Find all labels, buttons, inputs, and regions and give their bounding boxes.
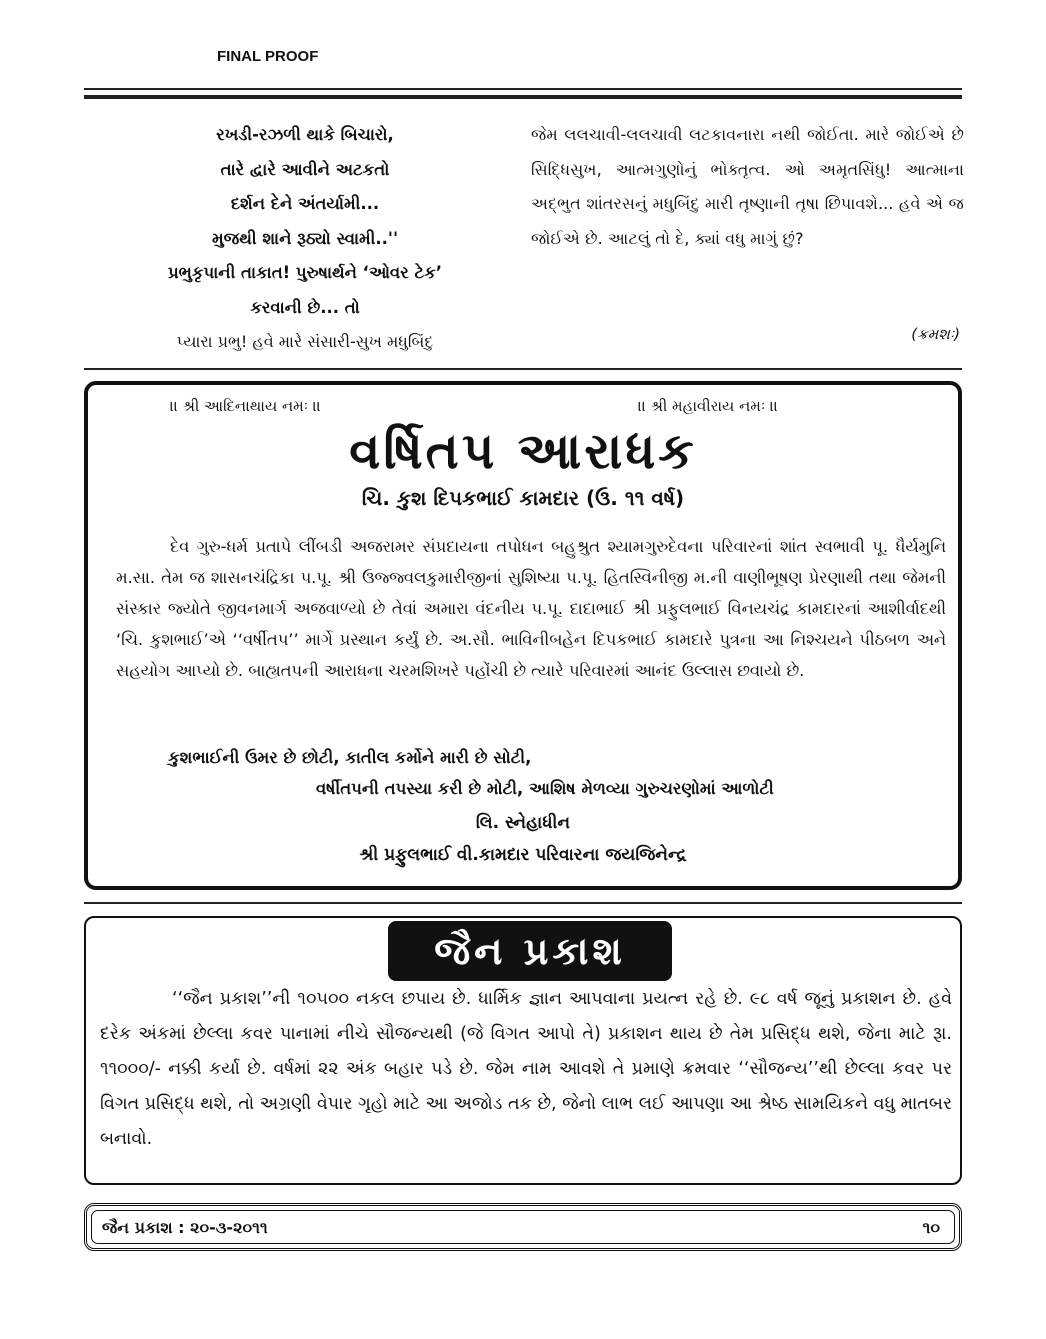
varshitap-notice-box [84, 381, 962, 890]
poem-prose-line: પ્યારા પ્રભુ! હવે મારે સંસારી-સુખ મધુબિંદુ [176, 332, 434, 351]
varshitap-body-text: દેવ ગુરુ-ધર્મ પ્રતાપે લીંબડી અજરામર સંપ્રદાયના તપોધન બહુશ્રુત શ્યામગુરુદેવના પરિવારનાં શાંત સ્વભાવી પૂ. ધૈર્યમુનિ મ.સા. તેમ જ શાસનચંદ્રિકા પ.પૂ. શ્રી ઉજ્જ્વલકુમારીજીનાં સુશિષ્યા પ.પૂ. હિતસ્વિનીજી મ.ની વાણીભૂષણ પ્રેરણાથી તથા જેમની સંસ્કાર જ્યોતે જીવનમાર્ગ અજવાળ્યો છે તેવાં અમારા વંદનીય પ.પૂ. દાદાભાઈ શ્રી પ્રફુલભાઈ વિનયચંદ્ર કામદારનાં આશીર્વાદથી ‘ચિ. કુશભાઈ’એ ‘‘વર્ષીતપ’’ માર્ગે પ્રસ્થાન કર્યું છે. અ.સૌ. ભાવિનીબહેન દિપકભાઈ કામદારે પુત્રના આ નિશ્ચયને પીઠબળ અને સહયોગ આપ્યો છે. બાહ્યતપની આરાધના ચરમશિખરે પહોંચી છે ત્યારે પરિવારમાં આનંદ ઉલ્લાસ છવાયો છે. [116, 537, 946, 680]
page-footer [84, 1203, 962, 1251]
invocation-mahavir: ।। શ્રી મહાવીરાય નમઃ ।। [638, 397, 778, 415]
footer-inner-frame [91, 1210, 955, 1244]
header-double-rule [84, 88, 962, 99]
poem-line: પ્રભુકૃપાની તાકાત! પુરુષાર્થને ‘ઓવર ટેક’ [167, 263, 443, 282]
verse-line: કુશભાઈની ઉમર છે છોટી, કાતીલ કર્મોને મારી છે સોટી, [168, 748, 532, 767]
jain-prakash-logo: જૈન પ્રકાશ [388, 921, 672, 981]
jain-prakash-body [100, 982, 952, 1157]
final-proof-label: FINAL PROOF [217, 48, 319, 65]
page-number: ૧૦ [922, 1218, 940, 1237]
poem-line: તારે દ્વારે આવીને અટકતો [220, 159, 390, 179]
verse-line: વર્ષીતપની તપસ્યા કરી છે મોટી, આશિષ મેળવ્યા ગુરુચરણોમાં આળોટી [316, 779, 774, 798]
poem-line: મુજથી શાને રૂઠ્યો સ્વામી..'' [211, 228, 399, 248]
poem-line: રખડી-રઝળી થાકે બિચારો, [216, 125, 394, 144]
top-section [84, 118, 962, 363]
prose-column: જેમ લલચાવી-લલચાવી લટકાવનારા નથી જોઈતા. મારે જોઈએ છે સિદ્ધિસુખ, આત્મગુણોનું ભોક્તૃત્વ. ઓ અમૃતસિંધુ! આત્માના અદ્ભુત શાંતરસનું મધુબિંદુ મારી તૃષ્ણાની તૃષા છિપાવશે... હવે એ જ જોઈએ છે. આટલું તો દે, ક્યાં વધુ માગું છું? [531, 125, 964, 248]
varshitap-title: વર્ષિતપ આરાધક [349, 422, 697, 480]
footer-issue: જૈન પ્રકાશ : ૨૦-૩-૨૦૧૧ [102, 1218, 268, 1237]
section-divider [84, 368, 962, 370]
signoff-line: લિ. સ્નેહાધીન [475, 813, 571, 833]
section-divider [84, 902, 962, 904]
poem-line: દર્શન દેને અંતર્યામી... [230, 194, 380, 213]
invocation-adinath: ।। શ્રી આદિનાથાય નમઃ ।। [170, 397, 321, 415]
continued-marker: (ક્રમશઃ) [911, 325, 960, 343]
jain-prakash-box [84, 916, 962, 1185]
signoff-family: શ્રી પ્રફુલભાઈ વી.કામદાર પરિવારના જયજિનેન્દ્ર [359, 845, 687, 865]
poem-line: કરવાની છે... તો [250, 297, 360, 317]
varshitap-subtitle: ચિ. કુશ દિપકભાઈ કામદાર (ઉ. ૧૧ વર્ષ) [361, 486, 685, 510]
poem-column [100, 118, 510, 359]
varshitap-body [116, 531, 946, 686]
jain-prakash-body-text: ‘‘જૈન પ્રકાશ’’ની ૧૦૫૦૦ નકલ છપાય છે. ધાર્મિક જ્ઞાન આપવાના પ્રયત્ન રહે છે. ૯૮ વર્ષ જૂનું પ્રકાશન છે. હવે દરેક અંકમાં છેલ્લા કવર પાનામાં નીચે સૌજન્યથી (જે વિગત આપો તે) પ્રકાશન થાય છે તેમ પ્રસિદ્ધ થશે, જેના માટે રૂા. ૧૧૦૦૦/- નક્કી કર્યા છે. વર્ષમાં ૨૨ અંક બહાર પડે છે. જેમ નામ આવશે તે પ્રમાણે ક્રમવાર ‘‘સૌજન્ય’’થી છેલ્લા કવર પર વિગત પ્રસિદ્ધ થશે, તો અગ્રણી વેપાર ગૃહો માટે આ અજોડ તક છે, જેનો લાભ લઈ આપણા આ શ્રેષ્ઠ સામયિકને વધુ માતબર બનાવો. [100, 989, 952, 1149]
